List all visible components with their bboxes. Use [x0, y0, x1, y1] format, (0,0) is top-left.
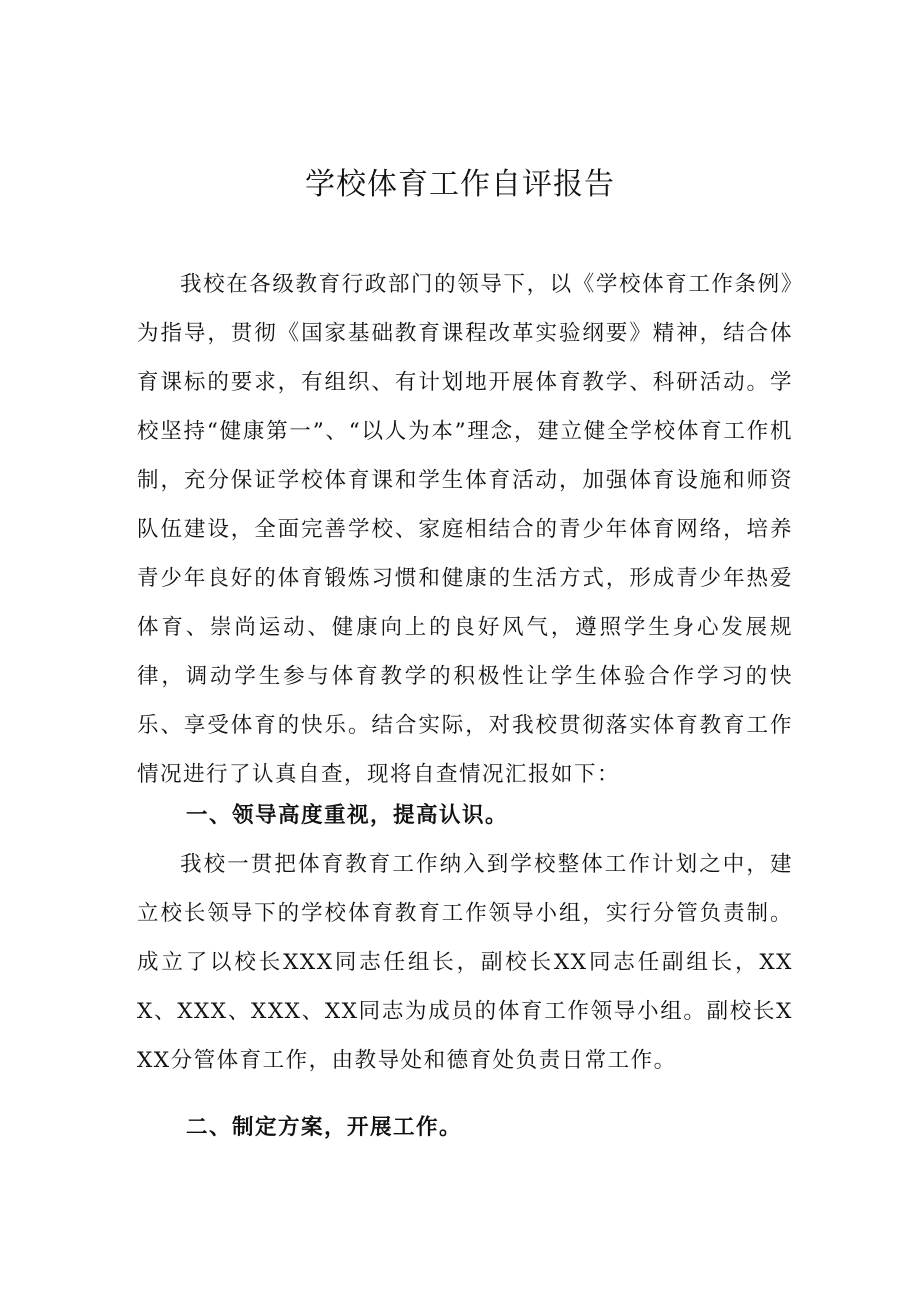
section-heading-2: 二、制定方案，开展工作。: [186, 1115, 463, 1140]
document-title: 学校体育工作自评报告: [305, 167, 615, 202]
section-1-paragraph: 我校一贯把体育教育工作纳入到学校整体工作计划之中，建立校长领导下的学校体育教育工作领导小组，实行分管负责制。成立了以校长XXX同志任组长，副校长XX同志任副组长，XXX、XXX、XXX、XX同志为成员的体育工作领导小组。副校长XXX分管体育工作，由教导处和德育处负责日常工作。: [137, 852, 793, 1073]
intro-paragraph: 我校在各级教育行政部门的领导下，以《学校体育工作条例》为指导，贯彻《国家基础教育课程改革实验纲要》精神，结合体育课标的要求，有组织、有计划地开展体育教学、科研活动。学校坚持“健康第一”、“以人为本”理念，建立健全学校体育工作机制，充分保证学校体育课和学生体育活动，加强体育设施和师资队伍建设，全面完善学校、家庭相结合的青少年体育网络，培养青少年良好的体育锻炼习惯和健康的生活方式，形成青少年热爱体育、崇尚运动、健康向上的良好风气，遵照学生身心发展规律，调动学生参与体育教学的积极性让学生体验合作学习的快乐、享受体育的快乐。结合实际，对我校贯彻落实体育教育工作情况进行了认真自查，现将自查情况汇报如下：: [137, 272, 793, 787]
section-heading-1: 一、领导高度重视，提高认识。: [186, 803, 509, 828]
